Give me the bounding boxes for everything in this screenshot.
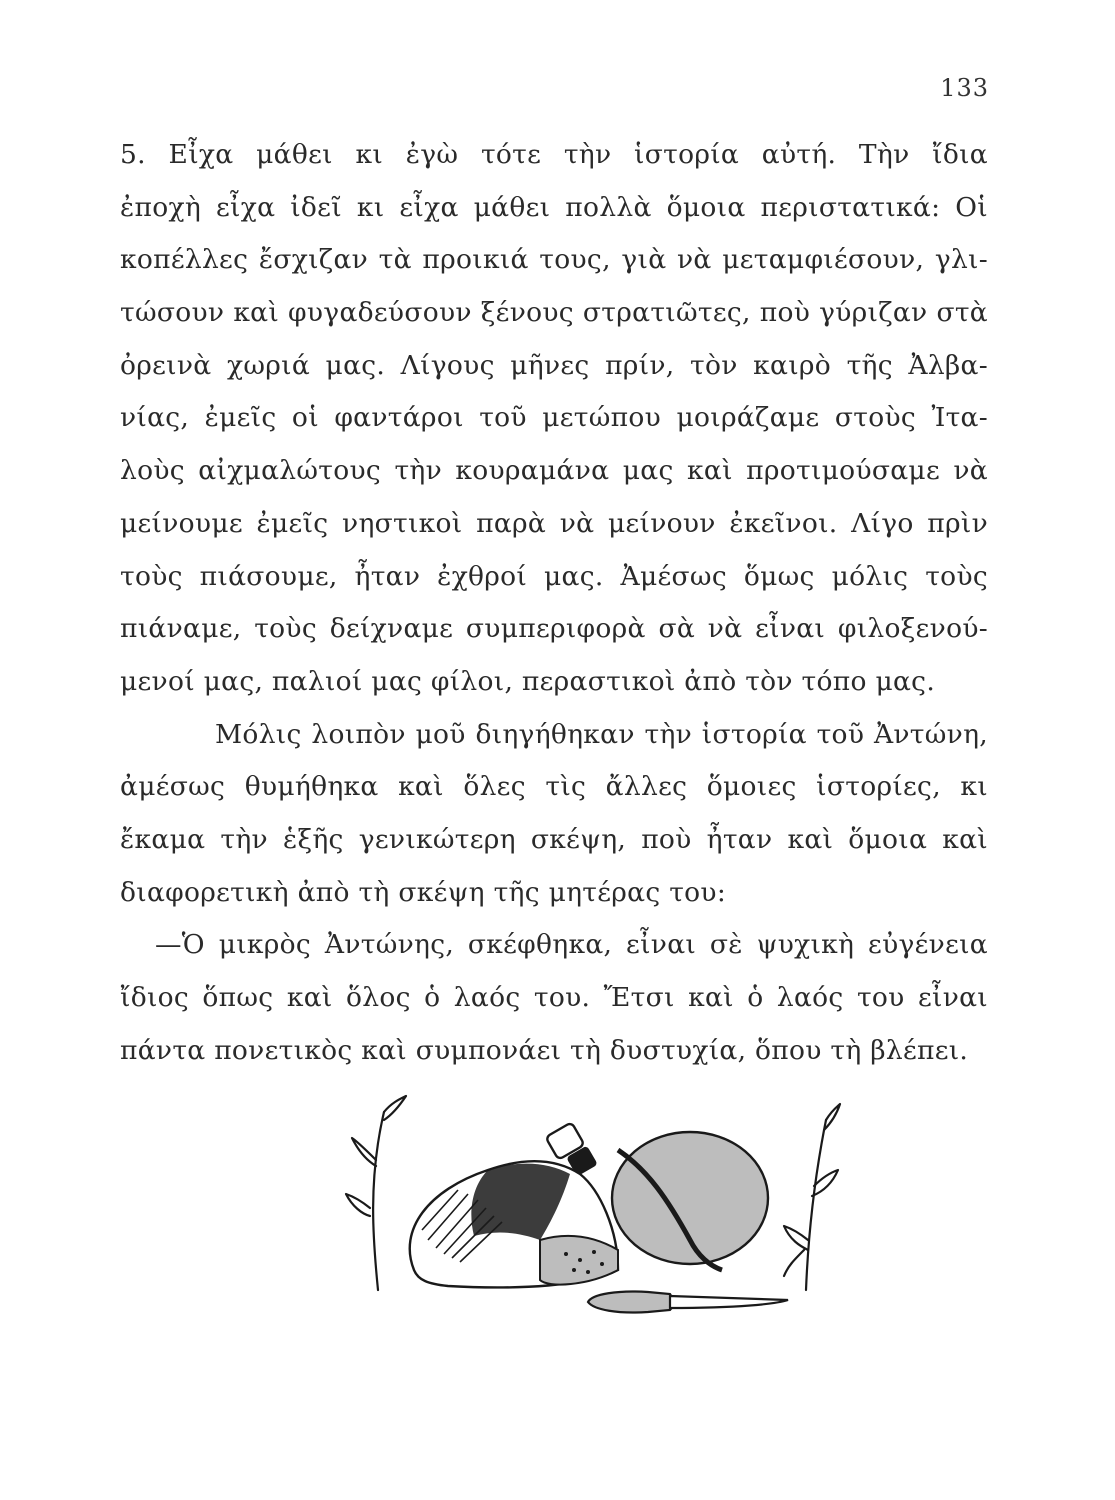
page-number: 133 <box>940 74 989 102</box>
bread-loaf-icon <box>410 1161 618 1287</box>
bread-flask-knife-illustration <box>318 1090 842 1330</box>
text-line: τοὺς πιάσουμε, ἦταν ἐχθροί μας. Ἀμέσως ὅμως μόλις τοὺς <box>120 560 988 592</box>
text-line: πάντα πονετικὸς καὶ συμπονάει τὴ δυστυχία, ὅπου τὴ βλέπει. <box>120 1034 969 1066</box>
leaf-sprig-right-icon <box>784 1104 840 1290</box>
knife-icon <box>588 1291 788 1312</box>
text-line: μείνουμε ἐμεῖς νηστικοὶ παρὰ νὰ μείνουν ἐκεῖνοι. Λίγο πρὶν <box>120 507 988 539</box>
text-line: λοὺς αἰχμαλώτους τὴν κουραμάνα μας καὶ προτιμούσαμε νὰ <box>120 455 988 487</box>
text-line: Μόλις λοιπὸν μοῦ διηγήθηκαν τὴν ἱστορία τοῦ Ἀντώνη, <box>215 718 988 750</box>
body-text <box>120 129 988 1077</box>
text-line: τώσουν καὶ φυγαδεύσουν ξένους στρατιῶτες, ποὺ γύριζαν στὰ <box>120 297 988 329</box>
text-line: νίας, ἐμεῖς οἱ φαντάροι τοῦ μετώπου μοιράζαμε στοὺς Ἰτα- <box>120 402 988 434</box>
text-line: —Ὁ μικρὸς Ἀντώνης, σκέφθηκα, εἶναι σὲ ψυχικὴ εὐγένεια <box>155 929 988 961</box>
text-line: διαφορετικὴ ἀπὸ τὴ σκέψη τῆς μητέρας του: <box>120 876 727 908</box>
text-line: ἴδιος ὅπως καὶ ὅλος ὁ λαός του. Ἔτσι καὶ ὁ λαός του εἶναι <box>120 982 988 1013</box>
text-line: 5. Εἶχα μάθει κι ἐγὼ τότε τὴν ἱστορία αὐτή. Τὴν ἴδια <box>120 139 988 170</box>
text-line: ἔκαμα τὴν ἑξῆς γενικώτερη σκέψη, ποὺ ἦταν καὶ ὅμοια καὶ <box>120 823 988 855</box>
text-line: μενοί μας, παλιοί μας φίλοι, περαστικοὶ ἀπὸ τὸν τόπο μας. <box>120 665 936 697</box>
text-line: ὀρεινὰ χωριά μας. Λίγους μῆνες πρίν, τὸν καιρὸ τῆς Ἀλβα- <box>120 349 988 381</box>
leaf-sprig-left-icon <box>346 1096 406 1290</box>
text-line: ἀμέσως θυμήθηκα καὶ ὅλες τὶς ἄλλες ὅμοιες ἱστορίες, κι <box>120 771 988 803</box>
text-line: κοπέλλες ἔσχιζαν τὰ προικιά τους, γιὰ νὰ μεταμφιέσουν, γλι- <box>120 244 988 276</box>
text-line: πιάναμε, τοὺς δείχναμε συμπεριφορὰ σὰ νὰ εἶναι φιλοξενού- <box>120 613 988 645</box>
text-line: ἐποχὴ εἶχα ἰδεῖ κι εἶχα μάθει πολλὰ ὅμοια περιστατικά: Οἱ <box>120 191 988 223</box>
